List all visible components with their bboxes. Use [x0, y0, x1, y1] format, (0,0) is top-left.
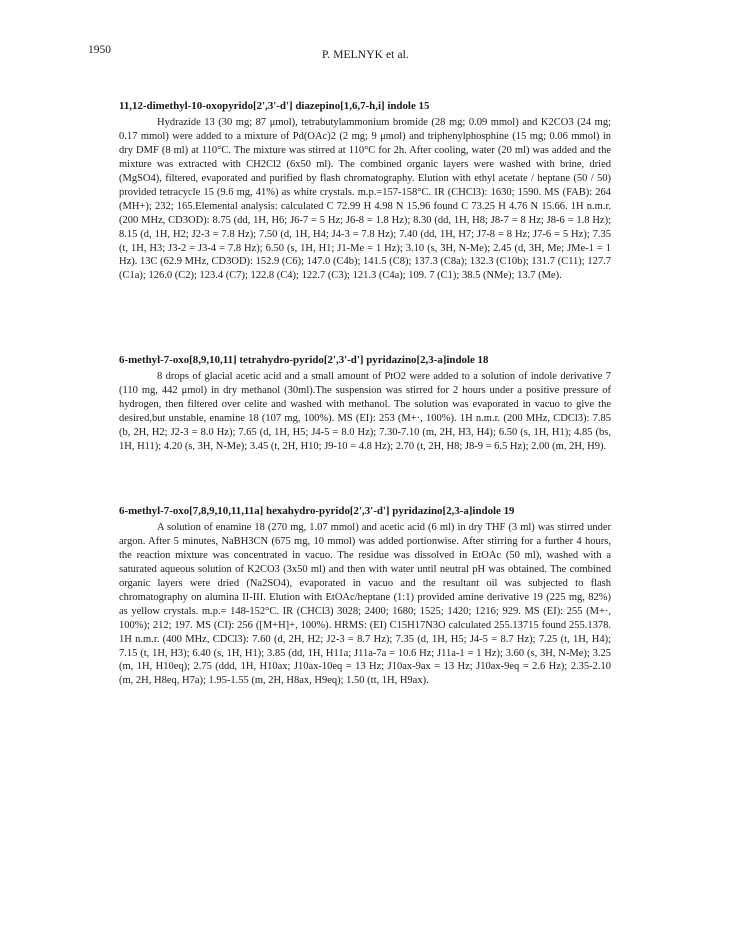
page-number: 1950: [88, 44, 111, 56]
section-title: 6-methyl-7-oxo[7,8,9,10,11,11a] hexahydro-pyrido[2',3'-d'] pyridazino[2,3-a]indole 19: [119, 505, 515, 517]
section-body: Hydrazide 13 (30 mg; 87 μmol), tetrabutylammonium bromide (28 mg; 0.09 mmol) and K2CO3 (24 mg; 0.17 mmol) were added to a mixture of Pd(OAc)2 (2 mg; 9 μmol) and triphenylphosphine (15 mg; 0.06 mmol) in dry DMF (8 ml) at 110°C. The mixture was stirred at 110°C for 2h. After cooling, water (20 ml) was added and the mixture was extracted with CH2Cl2 (6x50 ml). The combined organic layers were washed with brine, dried (MgSO4), filtered, evaporated and purified by flash chromatography. Elution with ethyl acetate / heptane (50 / 50) provided tetracycle 15 (9.6 mg, 41%) as white crystals. m.p.=157-158°C. IR (CHCl3): 1630; 1590. MS (FAB): 264 (MH+); 232; 165.Elemental analysis: calculated C 72.99 H 4.98 N 15.96 found C 73.25 H 4.76 N 15.66. 1H n.m.r. (200 MHz, CD3OD): 8.75 (dd, 1H, H6; J6-7 = 5 Hz; J6-8 = 1.8 Hz); 8.30 (dd, 1H, H8; J8-7 = 8 Hz; J8-6 = 1.8 Hz); 8.15 (d, 1H, H2; J2-3 = 7.8 Hz); 7.50 (d, 1H, H4; J4-3 = 7.8 Hz); 7.40 (dd, 1H, H7; J7-8 = 8 Hz; J7-6 = 5 Hz); 7.35 (t, 1H, H3; J3-2 = J3-4 = 7.8 Hz); 6.50 (s, 1H, H1; J1-Me = 1 Hz); 3.10 (s, 3H, N-Me); 2.45 (d, 3H, Me; JMe-1 = 1 Hz). 13C (62.9 MHz, CD3OD): 152.9 (C6); 147.0 (C4b); 141.5 (C8); 137.3 (C8a); 132.3 (C10b); 131.7 (C11); 127.7 (C1a); 126.0 (C2); 123.4 (C7); 122.8 (C4); 122.7 (C3); 121.3 (C4a); 109. 7 (C1); 38.5 (NMe); 13.7 (Me).: [119, 116, 611, 282]
section-body: 8 drops of glacial acetic acid and a small amount of PtO2 were added to a solution of indole derivative 7 (110 mg, 442 μmol) in dry methanol (30ml).The suspension was stirred for 2 hours under a positive pressure of hydrogen, then filtered over celite and washed with methanol. The solution was evaporated in vacuo to give the desired,but unstable, enamine 18 (107 mg, 100%). MS (EI): 253 (M+·, 100%). 1H n.m.r. (200 MHz, CDCl3): 7.85 (b, 2H, H2; J2-3 = 8.0 Hz); 7.65 (d, 1H, H5; J4-5 = 8.0 Hz); 7.30-7.10 (m, 2H, H3, H4); 6.50 (s, 1H, H1); 4.85 (bs, 1H, H11); 4.20 (s, 3H, N-Me); 3.45 (t, 2H, H10; J9-10 = 4.8 Hz); 2.70 (t, 2H, H8; J8-9 = 6.5 Hz); 2.00 (m, 2H, H9).: [119, 370, 611, 452]
section-compound-19: [119, 505, 611, 688]
running-head: P. MELNYK et al.: [322, 49, 409, 61]
section-body: A solution of enamine 18 (270 mg, 1.07 mmol) and acetic acid (6 ml) in dry THF (3 ml) was stirred under argon. After 5 minutes, NaBH3CN (675 mg, 10 mmol) was added portionwise. After stirring for a further 4 hours, the reaction mixture was concentrated in vacuo. The residue was dissolved in EtOAc (50 ml), washed with a saturated aqueous solution of K2CO3 (3x50 ml) and then with water until neutral pH was obtained. The combined organic layers were dried (Na2SO4), evaporated in vacuo and the resultant oil was subjected to flash chromatography on alumina II-III. Elution with EtOAc/heptane (1:1) provided amine derivative 19 (225 mg, 82%) as yellow crystals. m.p.= 148-152°C. IR (CHCl3) 3028; 2400; 1680; 1525; 1420; 1216; 929. MS (EI): 255 (M+·, 100%); 212; 197. MS (CI): 256 ([M+H]+, 100%). HRMS: (EI) C15H17N3O calculated 255.13715 found 255.1378. 1H n.m.r. (400 MHz, CDCl3): 7.60 (d, 2H, H2; J2-3 = 8.7 Hz); 7.35 (d, 1H, H5; J4-5 = 8.7 Hz); 7.25 (t, 1H, H4); 7.15 (t, 1H, H3); 6.40 (s, 1H, H1); 3.85 (dd, 1H, H11a; J11a-7a = 10.6 Hz; J11a-1 = 1 Hz); 3.60 (s, 3H, N-Me); 3.25 (m, 1H, H10eq); 2.75 (ddd, 1H, H10ax; J10ax-10eq = 13 Hz; J10ax-9ax = 13 Hz; J10ax-9eq = 2.6 Hz); 2.35-2.10 (m, 2H, H8eq, H7a); 1.95-1.55 (m, 2H, H8ax, H9eq); 1.50 (tt, 1H, H9ax).: [119, 521, 611, 687]
section-compound-15: [119, 100, 611, 283]
section-title: 11,12-dimethyl-10-oxopyrido[2',3'-d'] diazepino[1,6,7-h,i] indole 15: [119, 100, 430, 112]
section-compound-18: [119, 354, 611, 454]
section-title: 6-methyl-7-oxo[8,9,10,11] tetrahydro-pyrido[2',3'-d'] pyridazino[2,3-a]indole 18: [119, 354, 489, 366]
